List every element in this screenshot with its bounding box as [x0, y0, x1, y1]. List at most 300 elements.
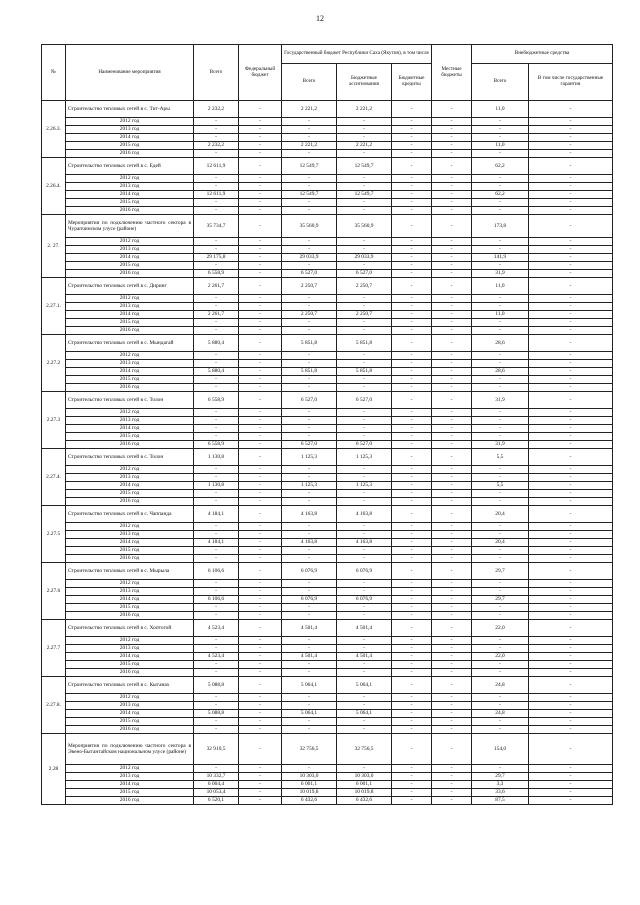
- cell-state-total: -: [282, 417, 337, 425]
- cell-federal: -: [239, 449, 282, 466]
- cell-allocations: 2 250,7: [337, 278, 392, 295]
- cell-state-total: -: [282, 555, 337, 563]
- item-row: [42, 449, 613, 466]
- year-label: 2013 год: [66, 474, 194, 482]
- cell-allocations: 35 560,9: [337, 215, 392, 238]
- year-row: [42, 773, 613, 781]
- header-local: Местные бюджеты: [432, 45, 472, 101]
- cell-credits: -: [392, 669, 432, 677]
- cell-local: -: [432, 376, 472, 384]
- cell-total: 4 184,1: [194, 539, 239, 547]
- cell-guarantees: -: [529, 199, 613, 207]
- cell-ext-total: -: [472, 199, 529, 207]
- cell-total: -: [194, 555, 239, 563]
- cell-federal: -: [239, 238, 282, 246]
- cell-ext-total: -: [472, 238, 529, 246]
- cell-credits: -: [392, 604, 432, 612]
- cell-federal: -: [239, 669, 282, 677]
- cell-local: -: [432, 327, 472, 335]
- cell-credits: -: [392, 262, 432, 270]
- cell-federal: -: [239, 604, 282, 612]
- year-label: 2012 год: [66, 175, 194, 183]
- cell-ext-total: -: [472, 604, 529, 612]
- cell-guarantees: -: [529, 490, 613, 498]
- cell-credits: -: [392, 368, 432, 376]
- cell-state-total: -: [282, 433, 337, 441]
- cell-ext-total: -: [472, 588, 529, 596]
- year-label: 2015 год: [66, 376, 194, 384]
- cell-ext-total: 87,5: [472, 797, 529, 805]
- year-row: [42, 270, 613, 278]
- item-name: Мероприятия по подключению частного сектора в Эвено-Бытантайском национальном улусе (районе): [66, 734, 194, 765]
- cell-local: -: [432, 238, 472, 246]
- cell-credits: -: [392, 278, 432, 295]
- cell-local: -: [432, 392, 472, 409]
- cell-state-total: 10 303,0: [282, 773, 337, 781]
- year-label: 2014 год: [66, 191, 194, 199]
- cell-state-total: 1 125,3: [282, 482, 337, 490]
- cell-ext-total: 31,9: [472, 392, 529, 409]
- cell-local: -: [432, 158, 472, 175]
- cell-guarantees: -: [529, 563, 613, 580]
- cell-total: -: [194, 376, 239, 384]
- cell-total: 6 558,9: [194, 392, 239, 409]
- cell-total: 29 175,8: [194, 254, 239, 262]
- cell-total: 6 558,9: [194, 270, 239, 278]
- cell-allocations: 5 064,1: [337, 710, 392, 718]
- year-label: 2013 год: [66, 531, 194, 539]
- year-label: 2014 год: [66, 781, 194, 789]
- year-row: [42, 207, 613, 215]
- cell-credits: -: [392, 506, 432, 523]
- cell-ext-total: 141,9: [472, 254, 529, 262]
- cell-total: -: [194, 199, 239, 207]
- cell-total: -: [194, 612, 239, 620]
- year-label: 2014 год: [66, 134, 194, 142]
- header-ext-total: Всего: [472, 64, 529, 101]
- cell-local: -: [432, 789, 472, 797]
- cell-total: -: [194, 694, 239, 702]
- cell-federal: -: [239, 134, 282, 142]
- cell-guarantees: -: [529, 718, 613, 726]
- year-row: [42, 441, 613, 449]
- cell-state-total: 29 033,9: [282, 254, 337, 262]
- cell-guarantees: -: [529, 384, 613, 392]
- cell-allocations: -: [337, 588, 392, 596]
- cell-ext-total: -: [472, 669, 529, 677]
- cell-ext-total: 31,9: [472, 270, 529, 278]
- cell-federal: -: [239, 734, 282, 765]
- cell-ext-total: 11,0: [472, 311, 529, 319]
- cell-state-total: -: [282, 327, 337, 335]
- cell-federal: -: [239, 376, 282, 384]
- cell-state-total: 6 076,9: [282, 563, 337, 580]
- cell-guarantees: -: [529, 191, 613, 199]
- year-row: [42, 368, 613, 376]
- year-label: 2015 год: [66, 604, 194, 612]
- cell-local: -: [432, 311, 472, 319]
- year-row: [42, 376, 613, 384]
- year-row: [42, 319, 613, 327]
- cell-ext-total: -: [472, 134, 529, 142]
- cell-allocations: -: [337, 246, 392, 254]
- cell-federal: -: [239, 191, 282, 199]
- cell-state-total: -: [282, 726, 337, 734]
- cell-credits: -: [392, 466, 432, 474]
- year-row: [42, 295, 613, 303]
- cell-state-total: 6 432,6: [282, 797, 337, 805]
- item-row: [42, 335, 613, 352]
- cell-guarantees: -: [529, 653, 613, 661]
- year-label: 2012 год: [66, 409, 194, 417]
- cell-total: -: [194, 409, 239, 417]
- cell-local: -: [432, 142, 472, 150]
- year-label: 2013 год: [66, 183, 194, 191]
- item-row: [42, 620, 613, 637]
- cell-local: -: [432, 653, 472, 661]
- cell-ext-total: -: [472, 490, 529, 498]
- year-label: 2012 год: [66, 352, 194, 360]
- cell-state-total: -: [282, 765, 337, 773]
- cell-total: 2 261,7: [194, 311, 239, 319]
- cell-federal: -: [239, 327, 282, 335]
- cell-total: -: [194, 327, 239, 335]
- year-row: [42, 183, 613, 191]
- year-row: [42, 669, 613, 677]
- cell-allocations: -: [337, 547, 392, 555]
- cell-credits: -: [392, 498, 432, 506]
- cell-guarantees: -: [529, 335, 613, 352]
- cell-credits: -: [392, 207, 432, 215]
- cell-total: -: [194, 262, 239, 270]
- cell-state-total: -: [282, 118, 337, 126]
- cell-total: -: [194, 433, 239, 441]
- cell-guarantees: -: [529, 215, 613, 238]
- year-label: 2012 год: [66, 118, 194, 126]
- cell-local: -: [432, 409, 472, 417]
- cell-allocations: -: [337, 118, 392, 126]
- cell-credits: -: [392, 773, 432, 781]
- cell-allocations: 5 064,1: [337, 677, 392, 694]
- cell-credits: -: [392, 523, 432, 531]
- year-row: [42, 409, 613, 417]
- year-row: [42, 490, 613, 498]
- header-guarantees: В том числе государственные гарантии: [529, 64, 613, 101]
- cell-guarantees: -: [529, 352, 613, 360]
- cell-allocations: 6 527,0: [337, 392, 392, 409]
- cell-federal: -: [239, 702, 282, 710]
- cell-federal: -: [239, 466, 282, 474]
- year-row: [42, 118, 613, 126]
- year-row: [42, 612, 613, 620]
- cell-ext-total: 28,6: [472, 368, 529, 376]
- year-label: 2013 год: [66, 417, 194, 425]
- cell-credits: -: [392, 482, 432, 490]
- cell-state-total: -: [282, 490, 337, 498]
- year-row: [42, 327, 613, 335]
- cell-total: 4 523,4: [194, 653, 239, 661]
- cell-credits: -: [392, 392, 432, 409]
- cell-federal: -: [239, 661, 282, 669]
- cell-state-total: 10 019,8: [282, 789, 337, 797]
- cell-state-total: -: [282, 661, 337, 669]
- year-row: [42, 555, 613, 563]
- cell-credits: -: [392, 303, 432, 311]
- cell-credits: -: [392, 702, 432, 710]
- cell-state-total: -: [282, 702, 337, 710]
- cell-allocations: -: [337, 718, 392, 726]
- item-row: [42, 392, 613, 409]
- cell-guarantees: -: [529, 482, 613, 490]
- header-name: Наименование мероприятия: [66, 45, 194, 101]
- year-row: [42, 384, 613, 392]
- cell-federal: -: [239, 523, 282, 531]
- cell-federal: -: [239, 368, 282, 376]
- page-number: 12: [316, 14, 324, 23]
- cell-credits: -: [392, 134, 432, 142]
- item-row: [42, 563, 613, 580]
- cell-credits: -: [392, 531, 432, 539]
- cell-allocations: -: [337, 765, 392, 773]
- cell-total: -: [194, 498, 239, 506]
- year-label: 2014 год: [66, 653, 194, 661]
- cell-federal: -: [239, 588, 282, 596]
- cell-guarantees: -: [529, 376, 613, 384]
- year-label: 2012 год: [66, 580, 194, 588]
- cell-ext-total: -: [472, 474, 529, 482]
- cell-federal: -: [239, 246, 282, 254]
- year-label: 2014 год: [66, 311, 194, 319]
- cell-total: 6 004,4: [194, 781, 239, 789]
- cell-total: -: [194, 118, 239, 126]
- year-label: 2015 год: [66, 142, 194, 150]
- cell-ext-total: 20,4: [472, 539, 529, 547]
- cell-credits: -: [392, 789, 432, 797]
- year-label: 2015 год: [66, 789, 194, 797]
- item-name: Строительство тепловых сетей в с. Диринг: [66, 278, 194, 295]
- cell-ext-total: 5,5: [472, 449, 529, 466]
- cell-allocations: 4 501,4: [337, 653, 392, 661]
- cell-allocations: -: [337, 645, 392, 653]
- year-label: 2014 год: [66, 539, 194, 547]
- cell-guarantees: -: [529, 555, 613, 563]
- cell-allocations: -: [337, 580, 392, 588]
- cell-credits: -: [392, 327, 432, 335]
- cell-allocations: 4 501,4: [337, 620, 392, 637]
- cell-guarantees: -: [529, 637, 613, 645]
- year-label: 2014 год: [66, 710, 194, 718]
- cell-local: -: [432, 596, 472, 604]
- cell-state-total: -: [282, 295, 337, 303]
- cell-allocations: -: [337, 199, 392, 207]
- cell-federal: -: [239, 126, 282, 134]
- cell-state-total: 4 501,4: [282, 620, 337, 637]
- cell-ext-total: -: [472, 580, 529, 588]
- year-label: 2015 год: [66, 319, 194, 327]
- cell-state-total: -: [282, 352, 337, 360]
- cell-ext-total: 173,8: [472, 215, 529, 238]
- year-label: 2016 год: [66, 726, 194, 734]
- cell-ext-total: 22,0: [472, 620, 529, 637]
- cell-state-total: -: [282, 238, 337, 246]
- cell-total: -: [194, 702, 239, 710]
- cell-federal: -: [239, 254, 282, 262]
- cell-credits: -: [392, 718, 432, 726]
- cell-total: -: [194, 580, 239, 588]
- cell-credits: -: [392, 677, 432, 694]
- cell-total: 10 332,7: [194, 773, 239, 781]
- item-row: [42, 278, 613, 295]
- year-label: 2012 год: [66, 523, 194, 531]
- item-number: 2.28: [42, 734, 66, 805]
- cell-state-total: -: [282, 126, 337, 134]
- cell-state-total: -: [282, 718, 337, 726]
- cell-ext-total: 62,2: [472, 158, 529, 175]
- cell-ext-total: 31,9: [472, 441, 529, 449]
- year-label: 2013 год: [66, 246, 194, 254]
- year-row: [42, 303, 613, 311]
- cell-state-total: -: [282, 262, 337, 270]
- cell-federal: -: [239, 270, 282, 278]
- cell-ext-total: 24,8: [472, 710, 529, 718]
- year-row: [42, 417, 613, 425]
- year-label: 2014 год: [66, 254, 194, 262]
- cell-local: -: [432, 797, 472, 805]
- item-number: 2.26.3.: [42, 101, 66, 158]
- cell-credits: -: [392, 360, 432, 368]
- cell-ext-total: -: [472, 409, 529, 417]
- cell-allocations: -: [337, 417, 392, 425]
- cell-total: -: [194, 466, 239, 474]
- cell-federal: -: [239, 531, 282, 539]
- cell-state-total: -: [282, 207, 337, 215]
- cell-allocations: -: [337, 295, 392, 303]
- cell-local: -: [432, 368, 472, 376]
- cell-total: 1 130,8: [194, 482, 239, 490]
- cell-guarantees: -: [529, 694, 613, 702]
- year-row: [42, 199, 613, 207]
- cell-ext-total: -: [472, 207, 529, 215]
- cell-allocations: -: [337, 134, 392, 142]
- cell-state-total: -: [282, 531, 337, 539]
- cell-federal: -: [239, 175, 282, 183]
- year-row: [42, 175, 613, 183]
- cell-state-total: -: [282, 547, 337, 555]
- cell-total: 5 088,8: [194, 710, 239, 718]
- cell-state-total: -: [282, 425, 337, 433]
- cell-allocations: 6 076,9: [337, 563, 392, 580]
- cell-local: -: [432, 612, 472, 620]
- cell-ext-total: -: [472, 661, 529, 669]
- cell-state-total: -: [282, 303, 337, 311]
- cell-state-total: -: [282, 246, 337, 254]
- year-label: 2013 год: [66, 303, 194, 311]
- cell-local: -: [432, 262, 472, 270]
- year-row: [42, 797, 613, 805]
- cell-guarantees: -: [529, 539, 613, 547]
- cell-allocations: -: [337, 207, 392, 215]
- cell-credits: -: [392, 319, 432, 327]
- cell-guarantees: -: [529, 262, 613, 270]
- cell-total: -: [194, 238, 239, 246]
- cell-allocations: -: [337, 726, 392, 734]
- cell-credits: -: [392, 335, 432, 352]
- cell-allocations: 5 851,8: [337, 368, 392, 376]
- cell-credits: -: [392, 580, 432, 588]
- cell-total: -: [194, 126, 239, 134]
- cell-total: 4 184,1: [194, 506, 239, 523]
- cell-allocations: 12 549,7: [337, 158, 392, 175]
- cell-total: -: [194, 718, 239, 726]
- cell-credits: -: [392, 175, 432, 183]
- cell-ext-total: -: [472, 498, 529, 506]
- cell-federal: -: [239, 694, 282, 702]
- year-row: [42, 311, 613, 319]
- cell-guarantees: -: [529, 523, 613, 531]
- year-label: 2012 год: [66, 466, 194, 474]
- year-label: 2016 год: [66, 797, 194, 805]
- cell-ext-total: 11,0: [472, 101, 529, 118]
- cell-guarantees: -: [529, 612, 613, 620]
- cell-federal: -: [239, 384, 282, 392]
- cell-state-total: -: [282, 376, 337, 384]
- cell-credits: -: [392, 637, 432, 645]
- cell-allocations: -: [337, 425, 392, 433]
- cell-allocations: -: [337, 702, 392, 710]
- cell-guarantees: -: [529, 506, 613, 523]
- cell-local: -: [432, 726, 472, 734]
- cell-federal: -: [239, 490, 282, 498]
- header-state-budget-group: Государственный бюджет Республики Саха (Якутия), в том числе: [282, 45, 432, 64]
- year-label: 2015 год: [66, 433, 194, 441]
- cell-ext-total: 29,7: [472, 773, 529, 781]
- cell-federal: -: [239, 303, 282, 311]
- cell-state-total: 6 527,0: [282, 392, 337, 409]
- cell-guarantees: -: [529, 158, 613, 175]
- year-label: 2014 год: [66, 368, 194, 376]
- cell-allocations: -: [337, 474, 392, 482]
- cell-guarantees: -: [529, 254, 613, 262]
- cell-guarantees: -: [529, 588, 613, 596]
- cell-local: -: [432, 773, 472, 781]
- cell-total: -: [194, 645, 239, 653]
- cell-local: -: [432, 183, 472, 191]
- cell-state-total: 2 221,2: [282, 101, 337, 118]
- cell-federal: -: [239, 183, 282, 191]
- cell-total: -: [194, 360, 239, 368]
- cell-total: 1 130,8: [194, 449, 239, 466]
- cell-allocations: -: [337, 150, 392, 158]
- cell-total: -: [194, 134, 239, 142]
- cell-allocations: -: [337, 238, 392, 246]
- cell-guarantees: -: [529, 765, 613, 773]
- year-label: 2013 год: [66, 702, 194, 710]
- cell-allocations: 6 527,0: [337, 441, 392, 449]
- cell-guarantees: -: [529, 596, 613, 604]
- cell-credits: -: [392, 441, 432, 449]
- header-total: Всего: [194, 45, 239, 101]
- cell-guarantees: -: [529, 734, 613, 765]
- cell-federal: -: [239, 278, 282, 295]
- cell-total: -: [194, 604, 239, 612]
- cell-total: 6 106,6: [194, 563, 239, 580]
- cell-ext-total: -: [472, 262, 529, 270]
- cell-credits: -: [392, 734, 432, 765]
- cell-credits: -: [392, 449, 432, 466]
- cell-credits: -: [392, 474, 432, 482]
- cell-federal: -: [239, 580, 282, 588]
- cell-credits: -: [392, 191, 432, 199]
